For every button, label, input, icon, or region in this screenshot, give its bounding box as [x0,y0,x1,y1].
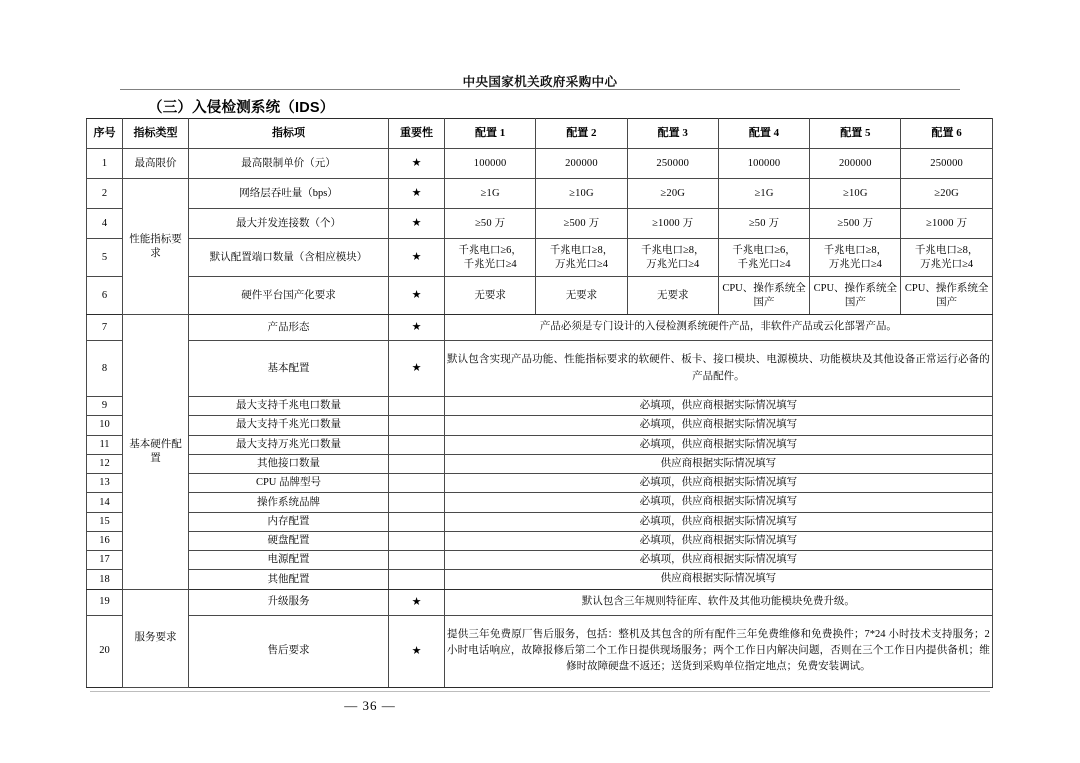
cell-importance: ★ [389,589,445,615]
cell-importance [389,435,445,454]
cell-span-text: 默认包含实现产品功能、性能指标要求的软硬件、板卡、接口模块、电源模块、功能模块及其他设备正常运行必备的产品配件。 [445,341,993,397]
cell-line-2: 万兆光口≥4 [646,258,700,270]
cell-config3: ≥1000 万 [627,209,718,239]
cell-config5: ≥10G [810,179,901,209]
cell-config3: 无要求 [627,277,718,315]
cell-importance [389,512,445,531]
cell-line-2: 万兆光口≥4 [828,258,882,270]
cell-span-text: 必填项，供应商根据实际情况填写 [445,474,993,493]
cell-config5: ≥500 万 [810,209,901,239]
cell-importance [389,570,445,589]
cell-category-basic-hardware: 基本硬件配置 [123,315,189,590]
cell-line-1: 千兆电口≥6， [732,245,796,257]
cell-index: 1 [87,149,123,179]
cell-config3: 250000 [627,149,718,179]
cell-span-text: 产品必须是专门设计的入侵检测系统硬件产品，非软件产品或云化部署产品。 [445,315,993,341]
table-row [87,435,993,454]
cell-config6: ≥20G [901,179,992,209]
cell-category-service: 服务要求 [123,589,189,687]
page-number: — 36 — [344,698,396,713]
cell-item: 产品形态 [189,315,389,341]
col-header-category: 指标类型 [123,119,189,149]
cell-item: 硬盘配置 [189,531,389,550]
table-row [87,512,993,531]
col-header-config2: 配置 2 [536,119,627,149]
table-row [87,551,993,570]
cell-line-1: 千兆电口≥8， [640,245,705,257]
cell-line-2: 万兆光口≥4 [554,258,608,270]
cell-index: 18 [87,570,123,589]
cell-config5: 200000 [810,149,901,179]
cell-item: 最大支持千兆光口数量 [189,416,389,435]
cell-config4 [718,277,809,315]
header-rule [120,89,960,90]
cell-config2 [536,239,627,277]
cell-config1: ≥50 万 [445,209,536,239]
cell-span-text: 默认包含三年规则特征库、软件及其他功能模块免费升级。 [445,589,993,615]
cell-index: 15 [87,512,123,531]
cell-importance [389,531,445,550]
table-row [87,615,993,687]
cell-span-text: 供应商根据实际情况填写 [445,454,993,473]
cell-config2: 无要求 [536,277,627,315]
spec-table [86,118,993,688]
cell-index: 9 [87,397,123,416]
cell-item: 最大并发连接数（个） [189,209,389,239]
col-header-config6: 配置 6 [901,119,992,149]
cell-span-text: 必填项，供应商根据实际情况填写 [445,531,993,550]
table-row [87,416,993,435]
cell-line-1: 千兆电口≥6， [458,245,522,257]
cell-config2: 200000 [536,149,627,179]
cell-index: 20 [87,615,123,687]
cell-category-performance: 性能指标要求 [123,179,189,315]
header-row [87,119,993,149]
table-row [87,397,993,416]
cell-index: 7 [87,315,123,341]
cell-importance [389,474,445,493]
col-header-config5: 配置 5 [810,119,901,149]
table-row [87,493,993,512]
cell-index: 16 [87,531,123,550]
cell-index: 17 [87,551,123,570]
cell-line-2: 国产 [936,296,958,308]
table-row [87,570,993,589]
col-header-config3: 配置 3 [627,119,718,149]
cell-span-text: 必填项，供应商根据实际情况填写 [445,435,993,454]
cell-index: 19 [87,589,123,615]
cell-item: 网络层吞吐量（bps） [189,179,389,209]
cell-span-text: 供应商根据实际情况填写 [445,570,993,589]
col-header-config4: 配置 4 [718,119,809,149]
cell-item: 内存配置 [189,512,389,531]
section-title: （三）入侵检测系统（IDS） [148,100,335,116]
table-row [87,589,993,615]
cell-config1: 100000 [445,149,536,179]
cell-config2: ≥10G [536,179,627,209]
table-header [87,119,993,149]
table-row [87,454,993,473]
cell-item: 最大支持万兆光口数量 [189,435,389,454]
cell-importance [389,454,445,473]
cell-index: 11 [87,435,123,454]
cell-config3 [627,239,718,277]
cell-config6 [901,277,992,315]
cell-item: 其他接口数量 [189,454,389,473]
cell-line-1: 千兆电口≥8， [823,245,888,257]
cell-line-2: 国产 [844,296,866,308]
cell-category: 最高限价 [123,149,189,179]
cell-line-1: CPU、操作系统全 [813,283,898,295]
cell-importance: ★ [389,277,445,315]
table-row [87,179,993,209]
cell-config5 [810,239,901,277]
spec-table-container [86,118,992,688]
cell-config1: 无要求 [445,277,536,315]
cell-line-1: 千兆电口≥8， [914,245,979,257]
cell-line-2: 千兆光口≥4 [737,258,791,270]
cell-index: 5 [87,239,123,277]
cell-importance [389,416,445,435]
cell-item: 升级服务 [189,589,389,615]
cell-importance: ★ [389,615,445,687]
cell-line-2: 国产 [753,296,775,308]
cell-config5 [810,277,901,315]
cell-importance: ★ [389,209,445,239]
cell-item: 最高限制单价（元） [189,149,389,179]
cell-config4 [718,239,809,277]
cell-config4: 100000 [718,149,809,179]
cell-index: 2 [87,179,123,209]
cell-item: CPU 品牌型号 [189,474,389,493]
cell-span-text: 必填项，供应商根据实际情况填写 [445,416,993,435]
cell-span-text: 必填项，供应商根据实际情况填写 [445,397,993,416]
cell-line-2: 万兆光口≥4 [920,258,974,270]
table-row [87,341,993,397]
cell-line-1: 千兆电口≥8， [549,245,614,257]
cell-importance: ★ [389,179,445,209]
cell-config1 [445,239,536,277]
cell-index: 8 [87,341,123,397]
cell-importance: ★ [389,341,445,397]
running-header: 中央国家机关政府采购中心 [462,75,618,89]
cell-index: 10 [87,416,123,435]
cell-importance: ★ [389,149,445,179]
cell-config4: ≥1G [718,179,809,209]
col-header-index: 序号 [87,119,123,149]
table-row [87,209,993,239]
cell-span-text: 必填项，供应商根据实际情况填写 [445,493,993,512]
col-header-config1: 配置 1 [445,119,536,149]
cell-config6 [901,239,992,277]
cell-config6: 250000 [901,149,992,179]
cell-line-1: CPU、操作系统全 [722,283,806,295]
cell-item: 最大支持千兆电口数量 [189,397,389,416]
cell-index: 14 [87,493,123,512]
cell-index: 13 [87,474,123,493]
cell-item: 其他配置 [189,570,389,589]
cell-item: 操作系统品牌 [189,493,389,512]
cell-importance: ★ [389,315,445,341]
col-header-item: 指标项 [189,119,389,149]
cell-span-text: 必填项，供应商根据实际情况填写 [445,551,993,570]
cell-config3: ≥20G [627,179,718,209]
cell-item: 硬件平台国产化要求 [189,277,389,315]
table-row [87,149,993,179]
cell-importance [389,551,445,570]
cell-index: 12 [87,454,123,473]
table-body [87,149,993,688]
footer-rule [90,691,990,692]
cell-importance [389,493,445,512]
cell-span-text: 必填项，供应商根据实际情况填写 [445,512,993,531]
cell-index: 4 [87,209,123,239]
cell-span-text: 提供三年免费原厂售后服务，包括：整机及其包含的所有配件三年免费维修和免费换件；7*24 小时技术支持服务；2 小时电话响应，故障报修后第二个工作日提供现场服务；两个工作日内解决问题，否则在三个工作日内提供备机；维修时故障硬盘不返还；送货到采购单位指定地点；免费安装调试。 [445,615,993,687]
cell-config4: ≥50 万 [718,209,809,239]
cell-item: 基本配置 [189,341,389,397]
cell-line-1: CPU、操作系统全 [904,283,989,295]
table-row [87,474,993,493]
table-row [87,315,993,341]
table-row [87,531,993,550]
cell-item: 售后要求 [189,615,389,687]
cell-config1: ≥1G [445,179,536,209]
cell-item: 电源配置 [189,551,389,570]
cell-importance [389,397,445,416]
cell-line-2: 千兆光口≥4 [463,258,517,270]
cell-index: 6 [87,277,123,315]
col-header-importance: 重要性 [389,119,445,149]
cell-importance: ★ [389,239,445,277]
cell-config6: ≥1000 万 [901,209,992,239]
table-row [87,239,993,277]
cell-config2: ≥500 万 [536,209,627,239]
table-row [87,277,993,315]
cell-item: 默认配置端口数量（含相应模块） [189,239,389,277]
